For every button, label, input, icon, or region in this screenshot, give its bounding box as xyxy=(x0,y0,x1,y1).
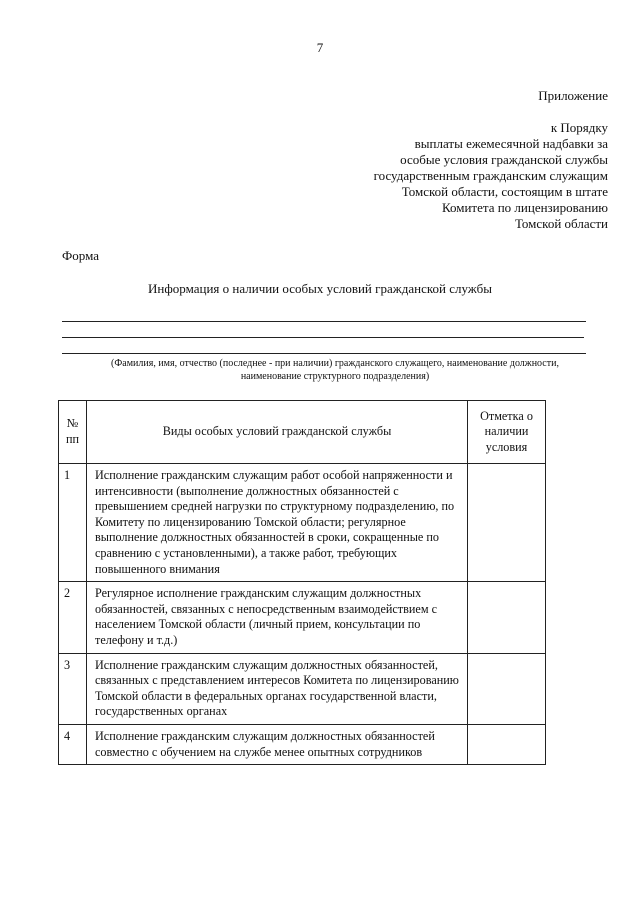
appendix-spacer xyxy=(308,104,608,120)
row-mark-cell[interactable] xyxy=(468,464,546,582)
header-mark: Отметка о наличии условия xyxy=(468,401,546,464)
table-row xyxy=(59,724,546,764)
fill-in-caption xyxy=(55,357,615,383)
header-number: № пп xyxy=(59,401,87,464)
form-label: Форма xyxy=(62,248,99,263)
row-number: 3 xyxy=(59,653,87,724)
caption-line: (Фамилия, имя, отчество (последнее - при наличии) гражданского служащего, наименование должности, xyxy=(111,358,559,369)
appendix-heading: Приложение xyxy=(538,88,608,103)
row-mark-cell[interactable] xyxy=(468,653,546,724)
row-description: Исполнение гражданским служащим работ особой напряженности и интенсивности (выполнение должностных обязанностей с превышением средней нагрузки по структурному подразделению, по Комитету по лицензированию Томской области; регулярное выполнение должностных обязанностей в сроки, сокращенные по сравнению с установленными), а также работ, требующих повышенного внимания xyxy=(87,464,468,582)
row-number: 1 xyxy=(59,464,87,582)
appendix-line: выплаты ежемесячной надбавки за xyxy=(414,136,608,151)
header-types: Виды особых условий гражданской службы xyxy=(87,401,468,464)
appendix-block xyxy=(308,88,608,232)
table-row xyxy=(59,464,546,582)
page-number: 7 xyxy=(316,40,324,55)
appendix-line: Томской области xyxy=(514,216,608,231)
fill-in-line xyxy=(62,337,584,338)
table-row xyxy=(59,582,546,653)
appendix-line: Томской области, состоящим в штате xyxy=(401,184,608,199)
row-mark-cell[interactable] xyxy=(468,582,546,653)
caption-line: наименование структурного подразделения) xyxy=(240,371,430,382)
table-header-row xyxy=(59,401,546,464)
document-title: Информация о наличии особых условий гражданской службы xyxy=(148,281,492,296)
table-row xyxy=(59,653,546,724)
appendix-line: государственным гражданским служащим xyxy=(373,168,608,183)
row-number: 2 xyxy=(59,582,87,653)
appendix-line: особые условия гражданской службы xyxy=(400,152,608,167)
appendix-line: Комитета по лицензированию xyxy=(441,200,608,215)
row-number: 4 xyxy=(59,724,87,764)
appendix-line: к Порядку xyxy=(550,120,608,135)
row-description: Исполнение гражданским служащим должностных обязанностей, связанных с представлением интересов Комитета по лицензированию Томской области в федеральных органах государственной власти, государственных органах xyxy=(87,653,468,724)
fill-in-line xyxy=(62,321,586,322)
row-description: Регулярное исполнение гражданским служащим должностных обязанностей, связанных с непосредственным взаимодействием с населением Томской области (личный прием, консультации по телефону и т.д.) xyxy=(87,582,468,653)
fill-in-line xyxy=(62,353,586,354)
row-description: Исполнение гражданским служащим должностных обязанностей совместно с обучением на службе менее опытных сотрудников xyxy=(87,724,468,764)
conditions-table xyxy=(58,400,546,765)
row-mark-cell[interactable] xyxy=(468,724,546,764)
